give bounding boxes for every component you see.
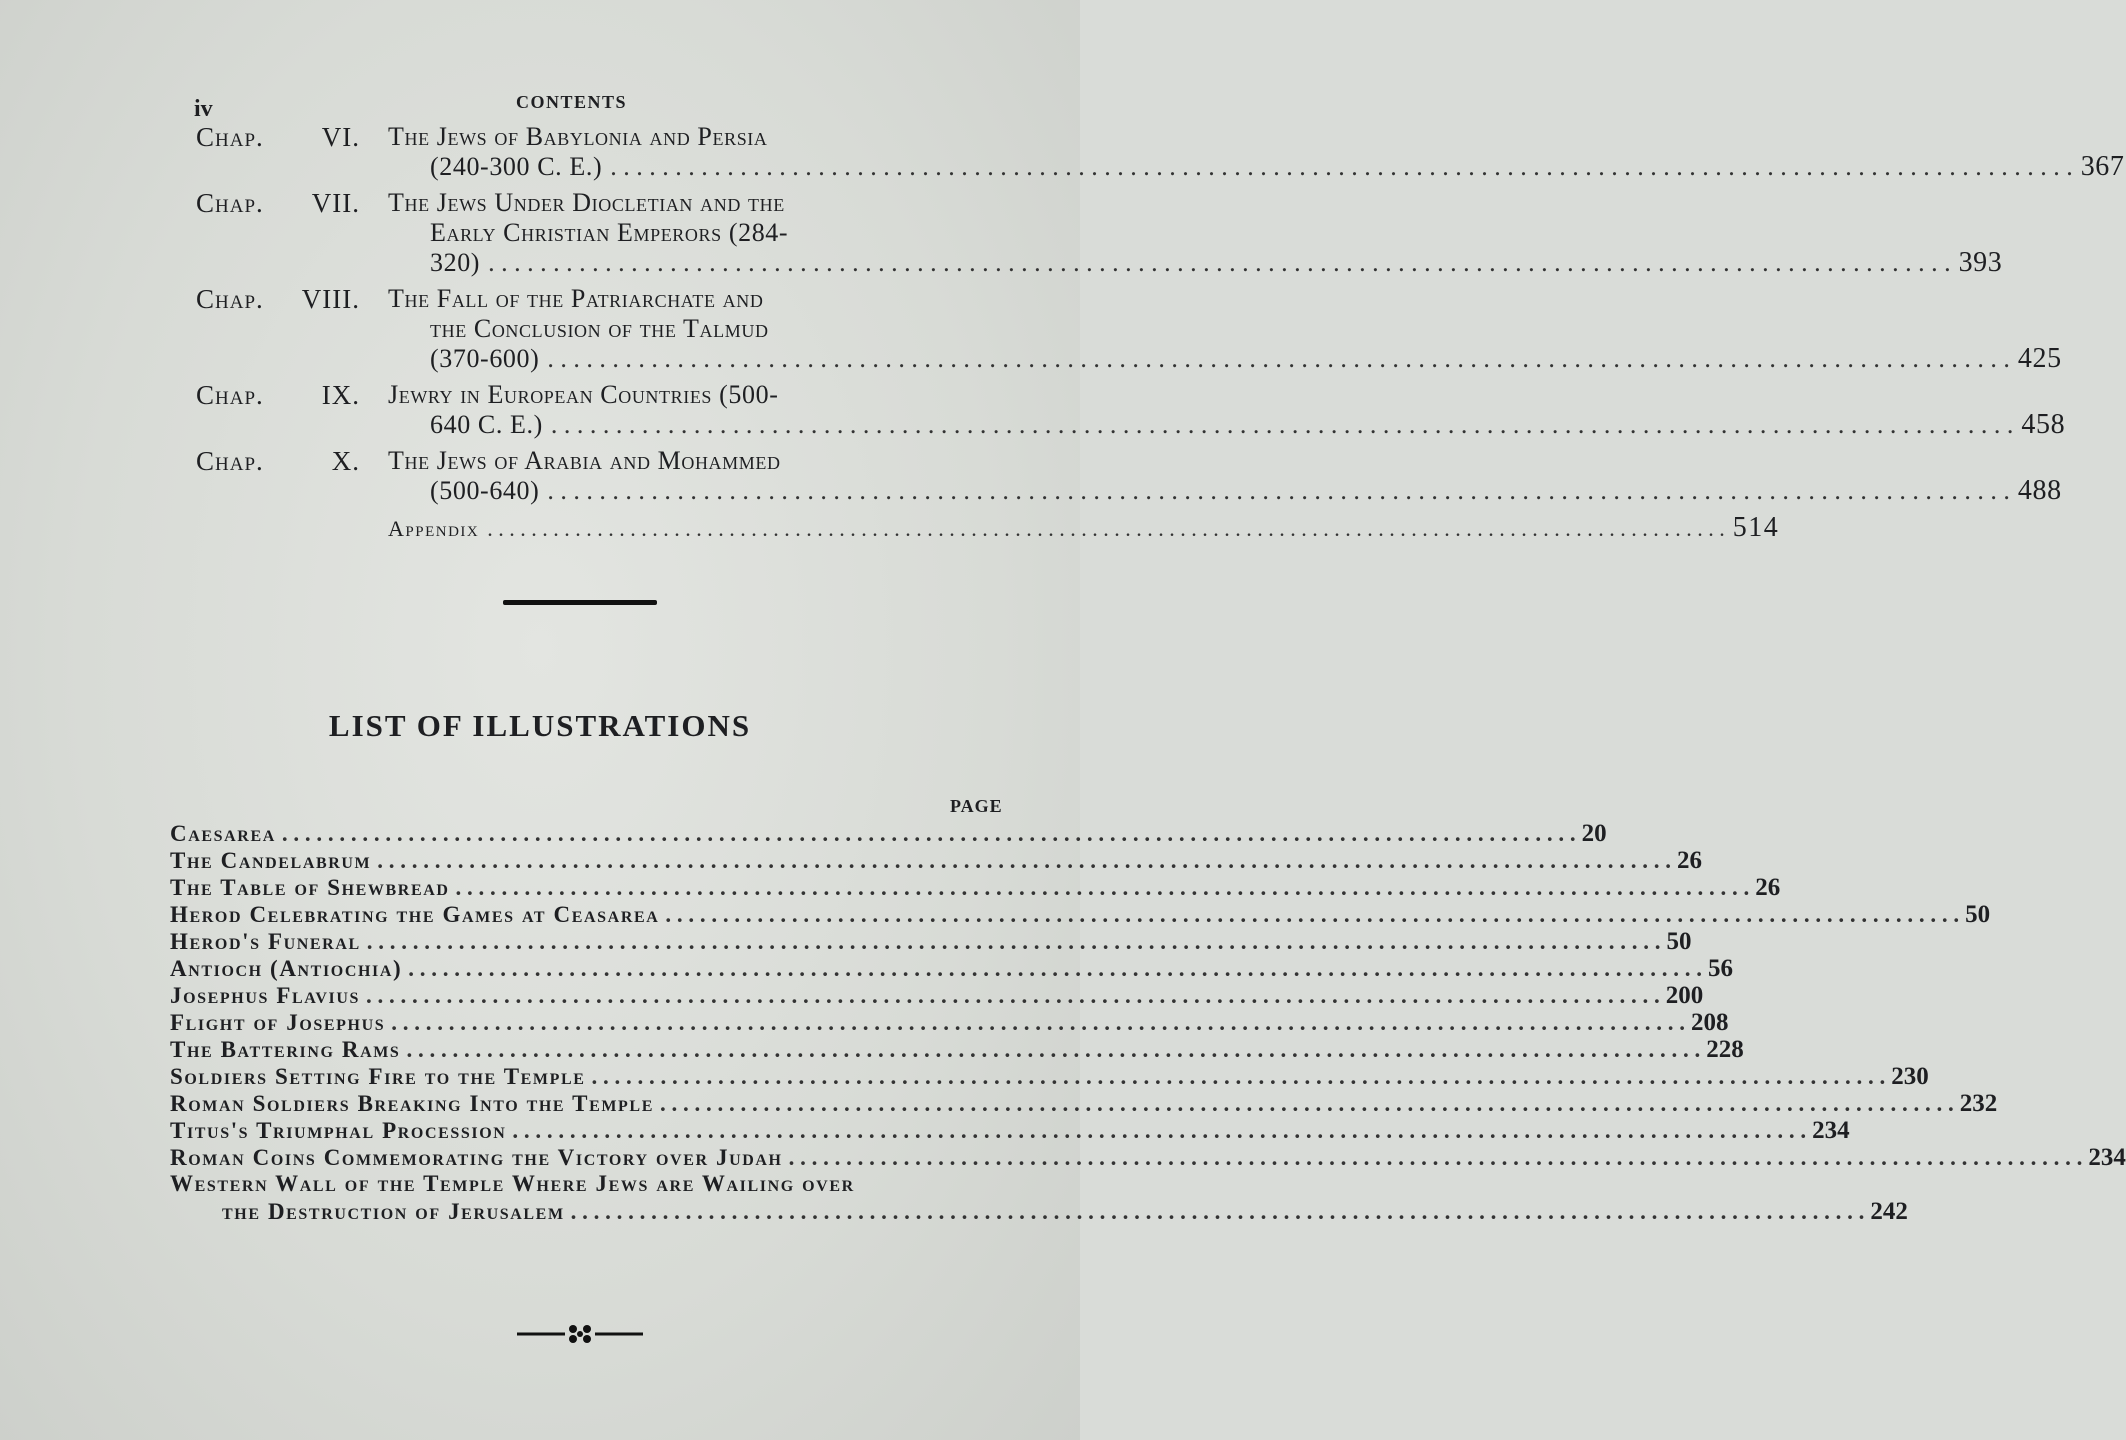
chapter-numeral: X. [331, 446, 360, 476]
chapter-title-line: the Conclusion of the Talmud [430, 314, 769, 343]
illustration-entry: Antioch (Antiochia) . . . 56 [170, 955, 1020, 982]
illustration-entry: The Table of Shewbread . . . 26 [170, 874, 1020, 901]
illustration-entry: Herod Celebrating the Games at Ceasarea . . . 50 [170, 901, 1020, 928]
chapter-numeral: VI. [321, 122, 360, 152]
chapter-label: Chap. VII. [196, 188, 360, 218]
chapter-numeral: VIII. [301, 284, 360, 314]
chapter-title-line: The Jews of Babylonia and Persia [388, 122, 768, 151]
chapter-label: Chap. VIII. [196, 284, 360, 314]
appendix-page: 514 [1732, 512, 1780, 543]
illustrations-heading: LIST OF ILLUSTRATIONS [328, 708, 752, 743]
chapter-page: 367 [2080, 151, 2125, 182]
leader-dots [547, 344, 2010, 374]
chapter-page: 488 [2017, 475, 2062, 506]
illustration-entry: Titus's Triumphal Procession . . . 234 [170, 1117, 1020, 1144]
chapter-title-line: The Fall of the Patriarchate and [388, 284, 764, 313]
illustration-entry: Josephus Flavius . . . 200 [170, 982, 1020, 1009]
chapter-title-line: The Jews of Arabia and Mohammed [388, 446, 781, 475]
chapter-page: 425 [2017, 343, 2062, 374]
running-title: CONTENTS [516, 92, 628, 112]
section-rule [503, 600, 657, 605]
leader-dots [488, 248, 1951, 278]
contents-entry [190, 122, 2125, 182]
leader-dots [547, 476, 2010, 506]
chapter-label: Chap. X. [196, 446, 360, 476]
leader-dots [610, 152, 2073, 182]
chapter-label: Chap. IX. [196, 380, 360, 410]
illustration-entry: Roman Soldiers Breaking Into the Temple . . . 232 [170, 1090, 1020, 1117]
illustration-entry: Western Wall of the Temple Where Jews are Wailing over [170, 1171, 855, 1196]
chapter-title-line: (240-300 C. E.) [430, 152, 603, 181]
chapter-numeral: IX. [321, 380, 360, 410]
contents-entry [190, 380, 2066, 440]
illustration-entry: Caesarea . . . 20 [170, 820, 1020, 847]
page-column-label: PAGE [950, 796, 1003, 816]
leader-dots [551, 410, 2014, 440]
illustration-entry: The Battering Rams . . . 228 [170, 1036, 1020, 1063]
leader-dots [487, 516, 1725, 542]
chapter-label: Chap. VI. [196, 122, 360, 152]
appendix-entry [388, 512, 1780, 544]
chapter-title-line: Jewry in European Countries (500- [388, 380, 779, 409]
chapter-title-line: The Jews Under Diocletian and the [388, 188, 785, 217]
contents-entry [190, 188, 2003, 278]
contents-entry [190, 284, 2062, 374]
page-number: iv [194, 96, 213, 122]
illustration-entry: Roman Coins Commemorating the Victory over Judah . . . 234 [170, 1144, 1020, 1171]
illustration-entry: The Candelabrum . . . 26 [170, 847, 1020, 874]
contents-list [190, 122, 2125, 544]
closing-ornament-icon [515, 1320, 645, 1346]
illustrations-list [170, 820, 2126, 1225]
chapter-title-line: 320) [430, 248, 481, 277]
illustration-entry: Herod's Funeral . . . 50 [170, 928, 1020, 955]
chapter-title-line: (500-640) [430, 476, 540, 505]
chapter-numeral: VII. [311, 188, 360, 218]
chapter-page: 458 [2021, 409, 2066, 440]
illustration-entry: Soldiers Setting Fire to the Temple . . . 230 [170, 1063, 1020, 1090]
page-header [194, 92, 934, 124]
illustration-entry: Flight of Josephus . . . 208 [170, 1009, 1020, 1036]
chapter-title-line: 640 C. E.) [430, 410, 543, 439]
chapter-title-line: Early Christian Emperors (284- [430, 218, 789, 247]
contents-entry [190, 446, 2062, 506]
appendix-label: Appendix [388, 516, 480, 541]
chapter-title-line: (370-600) [430, 344, 540, 373]
chapter-page: 393 [1958, 247, 2003, 278]
illustration-entry-continuation: the Destruction of Jerusalem . . . 242 [170, 1198, 1020, 1225]
